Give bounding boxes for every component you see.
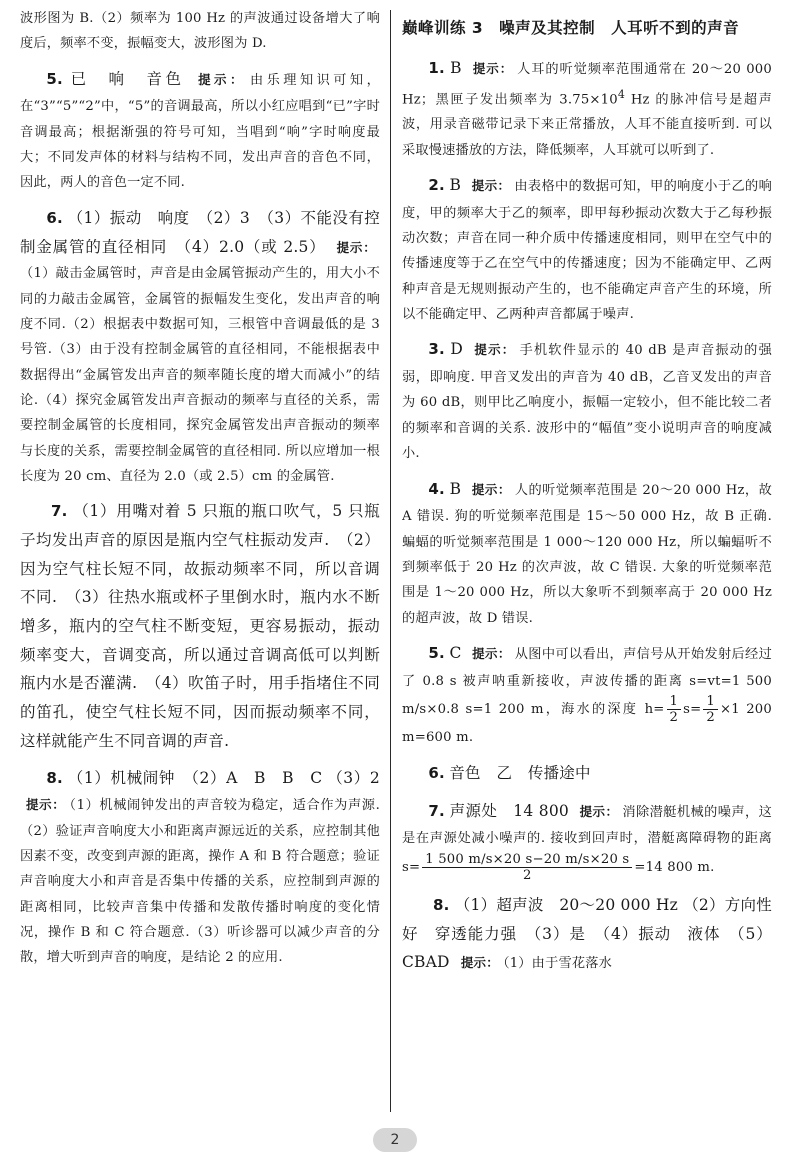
fraction-denominator: 2 <box>523 867 532 883</box>
hint-label: 提示： <box>472 60 514 76</box>
answer-r8 <box>402 891 772 977</box>
answer-text: B <box>449 175 462 194</box>
answer-5 <box>20 65 380 196</box>
answer-text: B <box>450 58 462 77</box>
answer-text-2: （2）方向性好 穿透能力强 （3）是 （4）振动 液体 （5）CBAD <box>402 895 772 972</box>
answer-r3 <box>402 335 772 466</box>
right-column <box>402 6 772 1120</box>
answer-text: 声源处 14 800 <box>449 801 569 820</box>
question-number: 8. <box>433 895 450 914</box>
fraction-numerator: 1 500 m/s×20 s−20 m/s×20 s <box>422 852 632 868</box>
question-number: 8. <box>46 768 63 787</box>
hint-text-c: ×1 200 m=600 m. <box>402 702 772 746</box>
answer-8 <box>20 764 380 971</box>
hint-label: 提示： <box>471 481 511 497</box>
question-number: 2. <box>428 175 445 194</box>
hint-label: 提示： <box>336 239 376 255</box>
answer-7 <box>20 497 380 755</box>
exponent: 4 <box>617 87 626 101</box>
page-number: 2 <box>373 1128 417 1152</box>
answer-text: 音色 乙 传播途中 <box>449 763 591 782</box>
hint-text: 由乐理知识可知，在“3”“5”“2”中，“5”的音调最高，所以小红应唱到“已”字时音调最高；根据渐强的符号可知，当唱到“响”字时响度最大；不同发声体的材料与结构不同，发出声音的音色不同，因此，两人的音色一定不同. <box>20 72 380 191</box>
hint-label: 提示： <box>579 803 619 819</box>
left-column <box>20 6 380 1120</box>
hint-text: 手机软件显示的 40 dB 是声音振动的强弱，即响度. 甲音叉发出的声音为 40 dB，乙音叉发出的声音为 60 dB，则甲比乙响度小，振幅一定较小，但不能比较二者的频率和音调的关系. 波形中的“幅值”变小说明声音的响度减小. <box>402 343 772 462</box>
answer-text: C <box>449 643 462 662</box>
answer-r7 <box>402 797 772 883</box>
answer-text: （1）振动 响度 （2）3 （3）不能没有控制金属管的直径相同 （4）2.0（或 2.5） <box>20 208 380 256</box>
hint-label: 提示： <box>472 645 511 661</box>
hint-label: 提示： <box>26 797 66 813</box>
question-number: 1. <box>428 58 445 77</box>
continued-paragraph: 波形图为 B.（2）频率为 100 Hz 的声波通过设备增大了响度后，频率不变，振幅变大，波形图为 D. <box>20 11 380 52</box>
fraction-half-2 <box>703 694 718 725</box>
answer-r2 <box>402 171 772 327</box>
question-number: 6. <box>46 208 63 227</box>
hint-label: 提示： <box>460 955 499 971</box>
answer-text: D <box>450 340 463 359</box>
hint-text-a: 从图中可以看出，声信号从开始发射后经过了 0.8 s 被声呐重新接收，声波传播的距离 s=vt=1 500 m/s×0.8 s=1 200 m，海水的深度 h= <box>402 646 772 718</box>
answer-text-1: （1）超声波 20～20 000 Hz <box>454 895 678 914</box>
hint-label: 提示： <box>471 177 511 193</box>
answer-text-2: （3）2 <box>327 768 380 787</box>
hint-text: 人的听觉频率范围是 20～20 000 Hz，故 A 错误. 狗的听觉频率范围是 15～50 000 Hz，故 B 正确. 蝙蝠的听觉频率范围是 1 000～120 000 Hz，所以蝙蝠听不到频率低于 20 Hz 的次声波，故 C 错误. 大象的听觉频率范围是 1～20 000 Hz，所以大象听不到频率高于 20 000 Hz 的超声波，故 D 错误. <box>402 482 772 626</box>
answer-r4 <box>402 475 772 631</box>
fraction-numerator: 1 <box>703 694 718 710</box>
answer-r5 <box>402 639 772 751</box>
hint-text: （1）由于雪花落水 <box>502 956 613 972</box>
hint-text-b: =14 800 m. <box>634 859 715 875</box>
fraction-denominator: 2 <box>669 710 679 726</box>
hint-text-b: s= <box>683 702 702 718</box>
hint-text-a: 消除潜艇机械的噪声，这是在声源处减小噪声的. 接收到回声时，潜艇离障碍物的距离 s= <box>402 804 772 875</box>
hint-text: 由表格中的数据可知，甲的响度小于乙的响度，甲的频率大于乙的频率，即甲每秒振动次数大于乙每秒振动次数；声音在同一种介质中传播速度相同，则甲在空气中的传播速度等于乙在空气中的传播速度；因为不能确定甲、乙两种声音是无规则振动产生的，也不能确定声音产生的环境，所以不能确定甲、乙两种声音都属于噪声. <box>402 178 772 323</box>
answer-text: 已 响 音色 <box>70 69 185 88</box>
answer-text-1: （1）机械闹钟 （2）A B B C <box>67 768 323 787</box>
column-divider <box>390 10 391 1112</box>
answer-6 <box>20 204 380 490</box>
answer-text: （1）用嘴对着 5 只瓶的瓶口吹气，5 只瓶子均发出声音的原因是瓶内空气柱振动发声. （2）因为空气柱长短不同，故振动频率不同，所以音调不同. （3）往热水瓶或杯子里倒水时，瓶内水不断增多，瓶内的空气柱不断变短，更容易振动，振动频率变大，音调变高，所以通过音调高低可以判断瓶内水是否灌满. （4）吹笛子时，用手指堵住不同的笛孔，使空气柱长短不同，因而振动频率不同，这样就能产生不同音调的声音. <box>20 502 380 750</box>
hint-label: 提示： <box>474 342 516 358</box>
question-number: 3. <box>428 340 445 359</box>
fraction-numerator: 1 <box>667 694 682 710</box>
question-number: 6. <box>428 763 445 782</box>
answer-r6 <box>402 759 772 789</box>
question-number: 7. <box>428 801 445 820</box>
answer-r1 <box>402 54 772 163</box>
fraction-denominator: 2 <box>706 710 715 726</box>
question-number: 7. <box>51 502 68 521</box>
fraction-distance <box>422 852 632 883</box>
hint-text-a: 人耳的听觉频率范围通常在 20～20 000 Hz；黑匣子发出频率为 3.75×10 <box>402 61 772 107</box>
fraction-half <box>667 694 682 725</box>
hint-text: （1）敲击金属管时，声音是由金属管振动产生的，用大小不同的力敲击金属管，金属管的振幅发生变化，发出声音的响度不同.（2）根据表中数据可知，三根管中音调最低的是 3 号管.（3）由于没有控制金属管的直径相同，不能根据表中数据得出“金属管发出声音的频率随长度的增大而减小”的结论.（4）探究金属管发出声音振动的频率与直径的关系，需要控制金属管的长度相同，探究金属管发出声音振动的频率与长度的关系，需要控制金属管的直径相同. 所以应增加一根长度为 20 cm、直径为 2.0（或 2.5）cm 的金属管. <box>20 266 380 485</box>
hint-text-b: Hz 的脉冲信号是超声波，用录音磁带记录下来正常播放，人耳不能直接听到. 可以采取慢速播放的方法，降低频率，人耳就可以听到了. <box>402 91 772 158</box>
section-title: 巅峰训练 3 噪声及其控制 人耳听不到的声音 <box>402 19 740 37</box>
question-number: 4. <box>428 479 445 498</box>
hint-text: （1）机械闹钟发出的声音较为稳定，适合作为声源.（2）验证声音响度大小和距离声源远近的关系，应控制其他因素不变，改变到声源的距离，操作 A 和 B 符合题意；验证声音响度大小和声音是否集中传播的关系，应控制到声源的距离相同，比较声音集中传播和发散传播时响度的变化情况，操作 B 和 C 符合题意.（3）听诊器可以减少声音的分散，增大听到声音的响度，是结论 2 的应用. <box>20 798 380 966</box>
question-number: 5. <box>46 69 63 88</box>
answer-text: B <box>449 479 462 498</box>
question-number: 5. <box>428 643 445 662</box>
hint-label: 提示： <box>198 71 246 87</box>
